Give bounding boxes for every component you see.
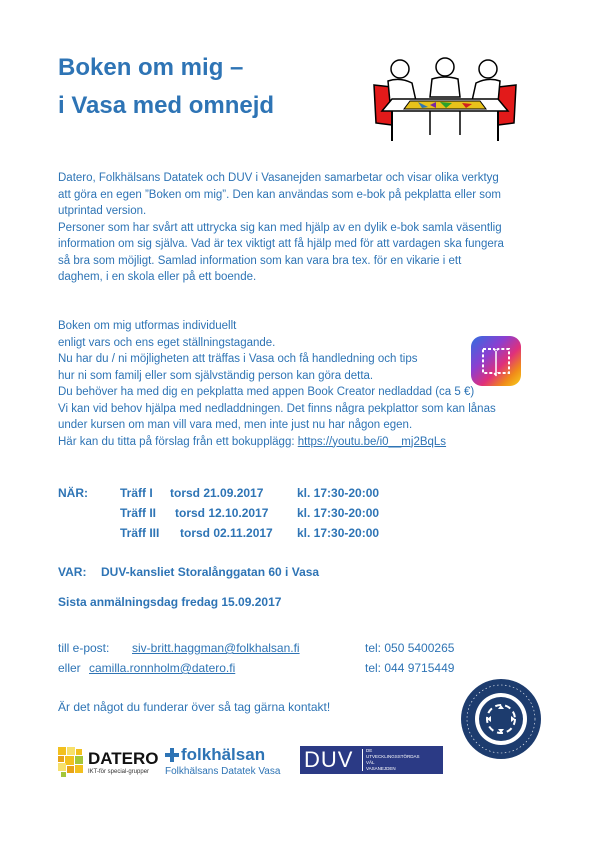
contact-row-2-prefix: eller bbox=[58, 661, 81, 675]
email-link-1[interactable]: siv-britt.haggman@folkhalsan.fi bbox=[132, 641, 300, 655]
text-line: Du behöver ha med dig en pekplatta med appen Book Creator nedladdad (ca 5 €) bbox=[58, 386, 475, 398]
datero-logo bbox=[58, 745, 168, 781]
text-line: Datero, Folkhälsans Datatek och DUV i Vasanejden samarbetar och visar olika verktyg bbox=[58, 172, 499, 184]
folkhalsan-cross-icon bbox=[165, 747, 179, 763]
text-line: Vi kan vid behov hjälpa med nedladdningen. Det finns några pekplattor som kan lånas bbox=[58, 402, 496, 415]
duv-logo-text: DUV bbox=[304, 747, 354, 772]
duv-sub-line: DE bbox=[366, 748, 373, 753]
schedule-row-2-date: torsd 12.10.2017 bbox=[175, 506, 269, 520]
phone-1: tel: 050 5400265 bbox=[365, 641, 455, 655]
duv-sub-line: VÄL bbox=[366, 760, 375, 765]
text-line: daghem, i en skola eller på ett boende. bbox=[58, 271, 257, 283]
phone-2: tel: 044 9715449 bbox=[365, 661, 455, 675]
duv-logo-subtext bbox=[366, 748, 420, 772]
text-line bbox=[58, 434, 558, 451]
folkhalsan-logo-subtext: Folkhälsans Datatek Vasa bbox=[165, 766, 281, 777]
page-title-line2: i Vasa med omnejd bbox=[58, 92, 275, 119]
text-line: hur ni som familj eller som självständig person kan göra detta. bbox=[58, 369, 374, 382]
text-line: information om sig själva. Vad är tex viktigt att få hjälp med för att vardagen ska fungera bbox=[58, 238, 504, 250]
text-line: utprintad version. bbox=[58, 205, 147, 217]
schedule-row-1-name: Träff I bbox=[120, 486, 153, 500]
registration-deadline: Sista anmälningsdag fredag 15.09.2017 bbox=[58, 595, 282, 609]
text-line: Personer som har svårt att uttrycka sig kan med hjälp av en dylik e-bok samla väsentlig bbox=[58, 221, 502, 234]
schedule-row-3-date: torsd 02.11.2017 bbox=[180, 526, 273, 540]
contact-row-1-prefix: till e-post: bbox=[58, 641, 110, 655]
datero-logo-subtext: IKT-för special-grupper bbox=[88, 769, 150, 775]
page-title-line1: Boken om mig – bbox=[58, 54, 244, 81]
text-line: att göra en egen ”Boken om mig”. Den kan användas som e-bok på pekplatta eller som bbox=[58, 188, 501, 201]
schedule-row-2-time: kl. 17:30-20:00 bbox=[297, 506, 380, 520]
datero-logo-text: DATERO bbox=[88, 749, 159, 768]
text-line: enligt vars och ens eget ställningstagande. bbox=[58, 336, 276, 349]
video-link[interactable]: https://youtu.be/i0__mj2BqLs bbox=[297, 435, 447, 448]
location-value: DUV-kansliet Storalånggatan 60 i Vasa bbox=[101, 565, 320, 579]
duv-sub-line: UTVECKLINGSSTÖRDAS bbox=[366, 754, 420, 759]
certification-seal-icon bbox=[460, 678, 542, 760]
schedule-row-1-date: torsd 21.09.2017 bbox=[170, 486, 264, 500]
datero-mosaic-icon bbox=[58, 747, 86, 777]
duv-logo-divider bbox=[362, 749, 363, 771]
schedule-label: NÄR: bbox=[58, 486, 88, 500]
text-line: under kursen om man vill vara med, men inte just nu har någon egen. bbox=[58, 419, 413, 431]
folkhalsan-logo bbox=[165, 745, 295, 781]
text-line: Nu har du / ni möjligheten att träffas i Vasa och få handledning och tips bbox=[58, 353, 418, 365]
location-label: VAR: bbox=[58, 565, 87, 579]
schedule-row-1-time: kl. 17:30-20:00 bbox=[297, 486, 380, 500]
text-line: Boken om mig utformas individuellt bbox=[58, 320, 237, 332]
people-at-table-icon bbox=[370, 55, 520, 145]
schedule-row-2-name: Träff II bbox=[120, 506, 157, 520]
closing-text: Är det något du funderar över så tag gärna kontakt! bbox=[58, 700, 331, 714]
duv-logo bbox=[300, 746, 443, 774]
text-line: så bra som möjligt. Samlad information som kan vara bra tex. för en vikarie i ett bbox=[58, 254, 462, 267]
folkhalsan-logo-text: folkhälsan bbox=[181, 745, 266, 764]
schedule-row-3-name: Träff III bbox=[120, 526, 160, 540]
video-link-prefix: Här kan du titta på förslag från ett bokupplägg: bbox=[58, 435, 298, 448]
book-creator-app-icon bbox=[470, 335, 522, 387]
email-link-2[interactable]: camilla.ronnholm@datero.fi bbox=[89, 661, 236, 675]
duv-sub-line: VASANEJDEN bbox=[366, 766, 396, 771]
schedule-row-3-time: kl. 17:30-20:00 bbox=[297, 526, 380, 540]
intro-paragraph-1 bbox=[58, 170, 558, 286]
